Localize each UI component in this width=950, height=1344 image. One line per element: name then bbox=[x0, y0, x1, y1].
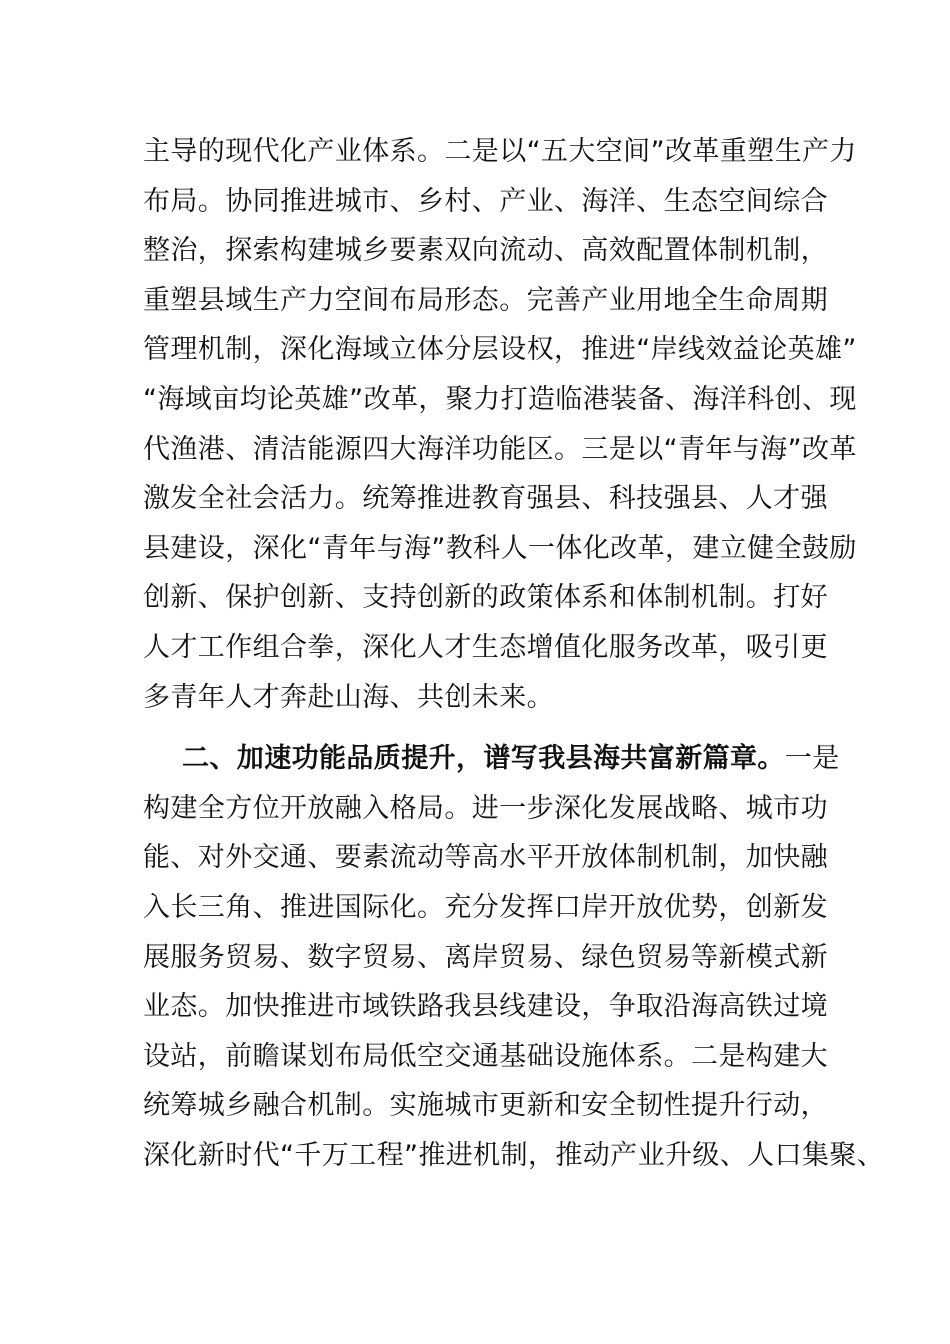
text-line: 能、对外交通、要素流动等高水平开放体制机制，加快融 bbox=[143, 842, 828, 874]
text-line: 设站，前瞻谋划布局低空交通基础设施体系。二是构建大 bbox=[143, 1040, 828, 1072]
text-line: 管理机制，深化海域立体分层设权，推进“岸线效益论英雄” bbox=[143, 334, 857, 366]
section-heading-line bbox=[143, 734, 843, 784]
text-line: 布局。协同推进城市、乡村、产业、海洋、生态空间综合 bbox=[143, 185, 828, 217]
text-line: 统筹城乡融合机制。实施城市更新和安全韧性提升行动， bbox=[143, 1090, 828, 1122]
text-line: 构建全方位开放融入格局。进一步深化发展战略、城市功 bbox=[143, 792, 828, 824]
text-line: 展服务贸易、数字贸易、离岸贸易、绿色贸易等新模式新 bbox=[143, 941, 828, 973]
text-line: “海域亩均论英雄”改革，聚力打造临港装备、海洋科创、现 bbox=[143, 383, 857, 415]
section-heading: 二、加速功能品质提升，谱写我县海共富新篇章。 bbox=[182, 743, 785, 775]
text-line: 主导的现代化产业体系。二是以“五大空间”改革重塑生产力 bbox=[143, 136, 857, 167]
paragraph-gap bbox=[143, 722, 843, 734]
text-line: 县建设，深化“青年与海”教科人一体化改革，建立健全鼓励 bbox=[143, 532, 857, 564]
text-line: 创新、保护创新、支持创新的政策体系和体制机制。打好 bbox=[143, 582, 828, 614]
text-line: 代渔港、清洁能源四大海洋功能区。三是以“青年与海”改革 bbox=[143, 433, 857, 465]
text-line: 多青年人才奔赴山海、共创未来。 bbox=[143, 681, 554, 713]
text-line: 业态。加快推进市域铁路我县线建设，争取沿海高铁过境 bbox=[143, 991, 828, 1023]
text-line: 重塑县域生产力空间布局形态。完善产业用地全生命周期 bbox=[143, 284, 828, 316]
text-line: 整治，探索构建城乡要素双向流动、高效配置体制机制， bbox=[143, 235, 828, 267]
text-line: 人才工作组合拳，深化人才生态增值化服务改革，吸引更 bbox=[143, 631, 828, 663]
body-text bbox=[143, 127, 885, 1180]
text-line: 激发全社会活力。统筹推进教育强县、科技强县、人才强 bbox=[143, 483, 828, 515]
section-heading-rest: 一是 bbox=[784, 743, 840, 775]
text-line: 深化新时代“千万工程”推进机制，推动产业升级、人口集聚、 bbox=[143, 1139, 885, 1171]
text-line: 入长三角、推进国际化。充分发挥口岸开放优势，创新发 bbox=[143, 891, 828, 923]
